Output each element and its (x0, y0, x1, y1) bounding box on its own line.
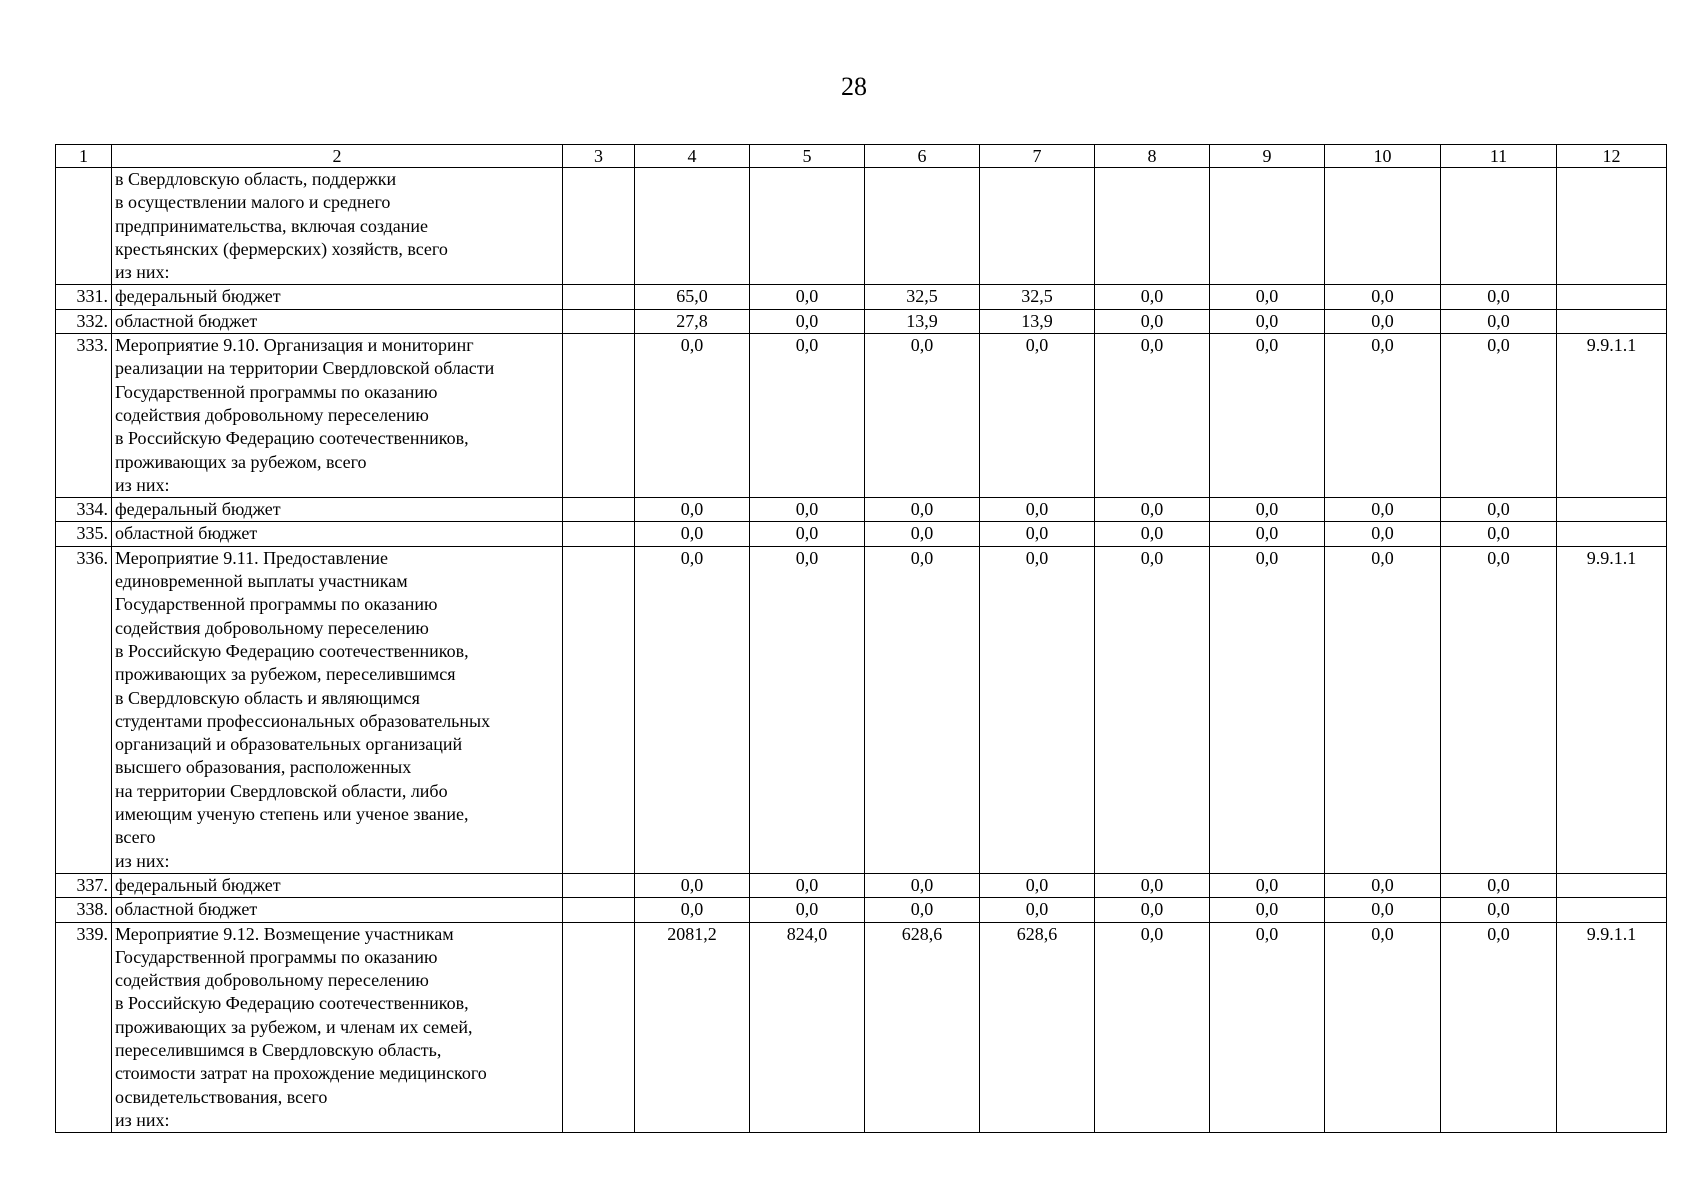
value-cell-col-9: 0,0 (1210, 285, 1325, 309)
value-cell-col-8: 0,0 (1095, 898, 1210, 922)
table-row (56, 873, 1667, 897)
column-header-7: 7 (980, 145, 1095, 168)
value-cell-col-8: 0,0 (1095, 309, 1210, 333)
description-line: всего (115, 827, 156, 848)
value-cell-col-4: 0,0 (635, 498, 750, 522)
value-cell-col-6: 32,5 (865, 285, 980, 309)
value-cell-col-8: 0,0 (1095, 522, 1210, 546)
value-cell-col-11: 0,0 (1441, 309, 1557, 333)
value-cell-col-10: 0,0 (1325, 546, 1441, 873)
row-number: 334. (56, 498, 112, 522)
column-header-6: 6 (865, 145, 980, 168)
value-cell-col-8: 0,0 (1095, 498, 1210, 522)
header-row (56, 145, 1667, 168)
row-number (56, 168, 112, 285)
description-line: из них: (115, 1109, 170, 1130)
value-cell-col-5: 824,0 (750, 922, 865, 1133)
target-indicator-ref: 9.9.1.1 (1557, 922, 1667, 1133)
column-header-12: 12 (1557, 145, 1667, 168)
value-cell-col-11: 0,0 (1441, 873, 1557, 897)
column-3-cell (563, 285, 635, 309)
column-header-3: 3 (563, 145, 635, 168)
column-header-9: 9 (1210, 145, 1325, 168)
description-line: содействия добровольному переселению (115, 617, 429, 638)
value-cell-col-11: 0,0 (1441, 285, 1557, 309)
column-header-10: 10 (1325, 145, 1441, 168)
description-line: Государственной программы по оказанию (115, 594, 438, 615)
value-cell-col-8: 0,0 (1095, 285, 1210, 309)
table-row (56, 546, 1667, 873)
value-cell-col-10: 0,0 (1325, 922, 1441, 1133)
value-cell-col-9: 0,0 (1210, 498, 1325, 522)
row-description (112, 922, 563, 1133)
description-line: содействия добровольному переселению (115, 970, 429, 991)
row-description (112, 309, 563, 333)
table-row (56, 334, 1667, 498)
value-cell-col-9: 0,0 (1210, 309, 1325, 333)
value-cell-col-7: 32,5 (980, 285, 1095, 309)
target-indicator-ref (1557, 285, 1667, 309)
page-number: 28 (841, 72, 867, 101)
table-body (56, 168, 1667, 1133)
column-header-1: 1 (56, 145, 112, 168)
target-indicator-ref (1557, 168, 1667, 285)
value-cell-col-5: 0,0 (750, 546, 865, 873)
row-description (112, 168, 563, 285)
value-cell-col-8: 0,0 (1095, 873, 1210, 897)
target-indicator-ref: 9.9.1.1 (1557, 334, 1667, 498)
column-3-cell (563, 522, 635, 546)
value-cell-col-4: 65,0 (635, 285, 750, 309)
value-cell-col-5: 0,0 (750, 285, 865, 309)
description-line: стоимости затрат на прохождение медицинского (115, 1063, 487, 1084)
value-cell-col-8: 0,0 (1095, 334, 1210, 498)
description-line: областной бюджет (115, 523, 258, 544)
value-cell-col-7: 0,0 (980, 873, 1095, 897)
value-cell-col-4: 0,0 (635, 522, 750, 546)
row-description (112, 522, 563, 546)
description-line: в Свердловскую область, поддержки (115, 169, 397, 189)
value-cell-col-5: 0,0 (750, 898, 865, 922)
value-cell-col-8 (1095, 168, 1210, 285)
row-description (112, 285, 563, 309)
description-line: Мероприятие 9.12. Возмещение участникам (115, 923, 454, 944)
row-number: 333. (56, 334, 112, 498)
value-cell-col-6: 0,0 (865, 898, 980, 922)
description-line: высшего образования, расположенных (115, 757, 412, 778)
description-line: организаций и образовательных организаций (115, 734, 463, 755)
row-description (112, 334, 563, 498)
description-line: областной бюджет (115, 899, 258, 920)
value-cell-col-6: 0,0 (865, 522, 980, 546)
column-3-cell (563, 168, 635, 285)
value-cell-col-5: 0,0 (750, 309, 865, 333)
value-cell-col-11: 0,0 (1441, 922, 1557, 1133)
row-description (112, 873, 563, 897)
value-cell-col-6: 0,0 (865, 498, 980, 522)
value-cell-col-10: 0,0 (1325, 498, 1441, 522)
description-line: содействия добровольному переселению (115, 404, 429, 425)
value-cell-col-4 (635, 168, 750, 285)
value-cell-col-11: 0,0 (1441, 334, 1557, 498)
value-cell-col-8: 0,0 (1095, 922, 1210, 1133)
value-cell-col-4: 27,8 (635, 309, 750, 333)
value-cell-col-6: 0,0 (865, 873, 980, 897)
description-line: из них: (115, 262, 170, 283)
value-cell-col-11: 0,0 (1441, 898, 1557, 922)
value-cell-col-9: 0,0 (1210, 922, 1325, 1133)
value-cell-col-4: 0,0 (635, 873, 750, 897)
column-3-cell (563, 334, 635, 498)
description-line: студентами профессиональных образовательных (115, 710, 491, 731)
row-description (112, 546, 563, 873)
description-line: имеющим ученую степень или ученое звание, (115, 804, 469, 825)
column-header-4: 4 (635, 145, 750, 168)
table-row (56, 922, 1667, 1133)
table-row (56, 309, 1667, 333)
value-cell-col-5 (750, 168, 865, 285)
value-cell-col-10: 0,0 (1325, 522, 1441, 546)
target-indicator-ref (1557, 522, 1667, 546)
target-indicator-ref (1557, 873, 1667, 897)
value-cell-col-10: 0,0 (1325, 309, 1441, 333)
description-line: проживающих за рубежом, всего (115, 451, 367, 472)
value-cell-col-10: 0,0 (1325, 898, 1441, 922)
value-cell-col-5: 0,0 (750, 873, 865, 897)
description-line: в Российскую Федерацию соотечественников, (115, 993, 469, 1014)
value-cell-col-10: 0,0 (1325, 334, 1441, 498)
value-cell-col-10: 0,0 (1325, 873, 1441, 897)
description-line: в Свердловскую область и являющимся (115, 687, 420, 708)
column-header-8: 8 (1095, 145, 1210, 168)
description-line: Государственной программы по оказанию (115, 381, 438, 402)
description-line: в осуществлении малого и среднего (115, 192, 391, 213)
description-line: Мероприятие 9.11. Предоставление (115, 547, 389, 568)
description-line: областной бюджет (115, 310, 258, 331)
row-description (112, 498, 563, 522)
value-cell-col-7: 0,0 (980, 498, 1095, 522)
column-3-cell (563, 898, 635, 922)
value-cell-col-6: 13,9 (865, 309, 980, 333)
table-row (56, 898, 1667, 922)
value-cell-col-4: 0,0 (635, 898, 750, 922)
description-line: реализации на территории Свердловской области (115, 358, 495, 379)
column-header-11: 11 (1441, 145, 1557, 168)
value-cell-col-7 (980, 168, 1095, 285)
column-3-cell (563, 546, 635, 873)
target-indicator-ref: 9.9.1.1 (1557, 546, 1667, 873)
value-cell-col-7: 0,0 (980, 522, 1095, 546)
description-line: крестьянских (фермерских) хозяйств, всего (115, 238, 448, 259)
value-cell-col-5: 0,0 (750, 522, 865, 546)
value-cell-col-10 (1325, 168, 1441, 285)
table-row (56, 498, 1667, 522)
description-line: федеральный бюджет (115, 499, 281, 520)
column-3-cell (563, 309, 635, 333)
description-line: единовременной выплаты участникам (115, 571, 408, 592)
description-line: Мероприятие 9.10. Организация и мониторинг (115, 335, 474, 356)
value-cell-col-6: 628,6 (865, 922, 980, 1133)
value-cell-col-4: 0,0 (635, 334, 750, 498)
table-row (56, 285, 1667, 309)
description-line: предпринимательства, включая создание (115, 215, 429, 236)
target-indicator-ref (1557, 498, 1667, 522)
description-line: в Российскую Федерацию соотечественников, (115, 640, 469, 661)
value-cell-col-9: 0,0 (1210, 873, 1325, 897)
row-number: 331. (56, 285, 112, 309)
value-cell-col-4: 0,0 (635, 546, 750, 873)
row-number: 339. (56, 922, 112, 1133)
value-cell-col-7: 13,9 (980, 309, 1095, 333)
description-line: федеральный бюджет (115, 874, 281, 895)
value-cell-col-9: 0,0 (1210, 334, 1325, 498)
value-cell-col-4: 2081,2 (635, 922, 750, 1133)
value-cell-col-11: 0,0 (1441, 522, 1557, 546)
value-cell-col-7: 0,0 (980, 334, 1095, 498)
description-line: из них: (115, 474, 170, 495)
description-line: федеральный бюджет (115, 286, 281, 307)
target-indicator-ref (1557, 898, 1667, 922)
value-cell-col-9: 0,0 (1210, 898, 1325, 922)
row-number: 335. (56, 522, 112, 546)
value-cell-col-6: 0,0 (865, 334, 980, 498)
column-header-5: 5 (750, 145, 865, 168)
description-line: в Российскую Федерацию соотечественников, (115, 428, 469, 449)
column-header-2: 2 (112, 145, 563, 168)
value-cell-col-9: 0,0 (1210, 546, 1325, 873)
value-cell-col-7: 628,6 (980, 922, 1095, 1133)
description-line: проживающих за рубежом, переселившимся (115, 664, 456, 685)
column-3-cell (563, 922, 635, 1133)
value-cell-col-5: 0,0 (750, 498, 865, 522)
value-cell-col-7: 0,0 (980, 546, 1095, 873)
value-cell-col-11 (1441, 168, 1557, 285)
row-number: 336. (56, 546, 112, 873)
table-row (56, 168, 1667, 285)
value-cell-col-9 (1210, 168, 1325, 285)
description-line: Государственной программы по оказанию (115, 946, 438, 967)
value-cell-col-7: 0,0 (980, 898, 1095, 922)
description-line: проживающих за рубежом, и членам их семей, (115, 1016, 473, 1037)
description-line: освидетельствования, всего (115, 1086, 328, 1107)
value-cell-col-10: 0,0 (1325, 285, 1441, 309)
value-cell-col-9: 0,0 (1210, 522, 1325, 546)
value-cell-col-6: 0,0 (865, 546, 980, 873)
value-cell-col-11: 0,0 (1441, 498, 1557, 522)
description-line: переселившимся в Свердловскую область, (115, 1039, 442, 1060)
row-description (112, 898, 563, 922)
budget-table (55, 144, 1667, 1133)
row-number: 338. (56, 898, 112, 922)
table-row (56, 522, 1667, 546)
description-line: из них: (115, 850, 170, 871)
row-number: 337. (56, 873, 112, 897)
column-3-cell (563, 498, 635, 522)
value-cell-col-11: 0,0 (1441, 546, 1557, 873)
row-number: 332. (56, 309, 112, 333)
value-cell-col-6 (865, 168, 980, 285)
column-3-cell (563, 873, 635, 897)
description-line: на территории Свердловской области, либо (115, 780, 448, 801)
value-cell-col-8: 0,0 (1095, 546, 1210, 873)
value-cell-col-5: 0,0 (750, 334, 865, 498)
target-indicator-ref (1557, 309, 1667, 333)
